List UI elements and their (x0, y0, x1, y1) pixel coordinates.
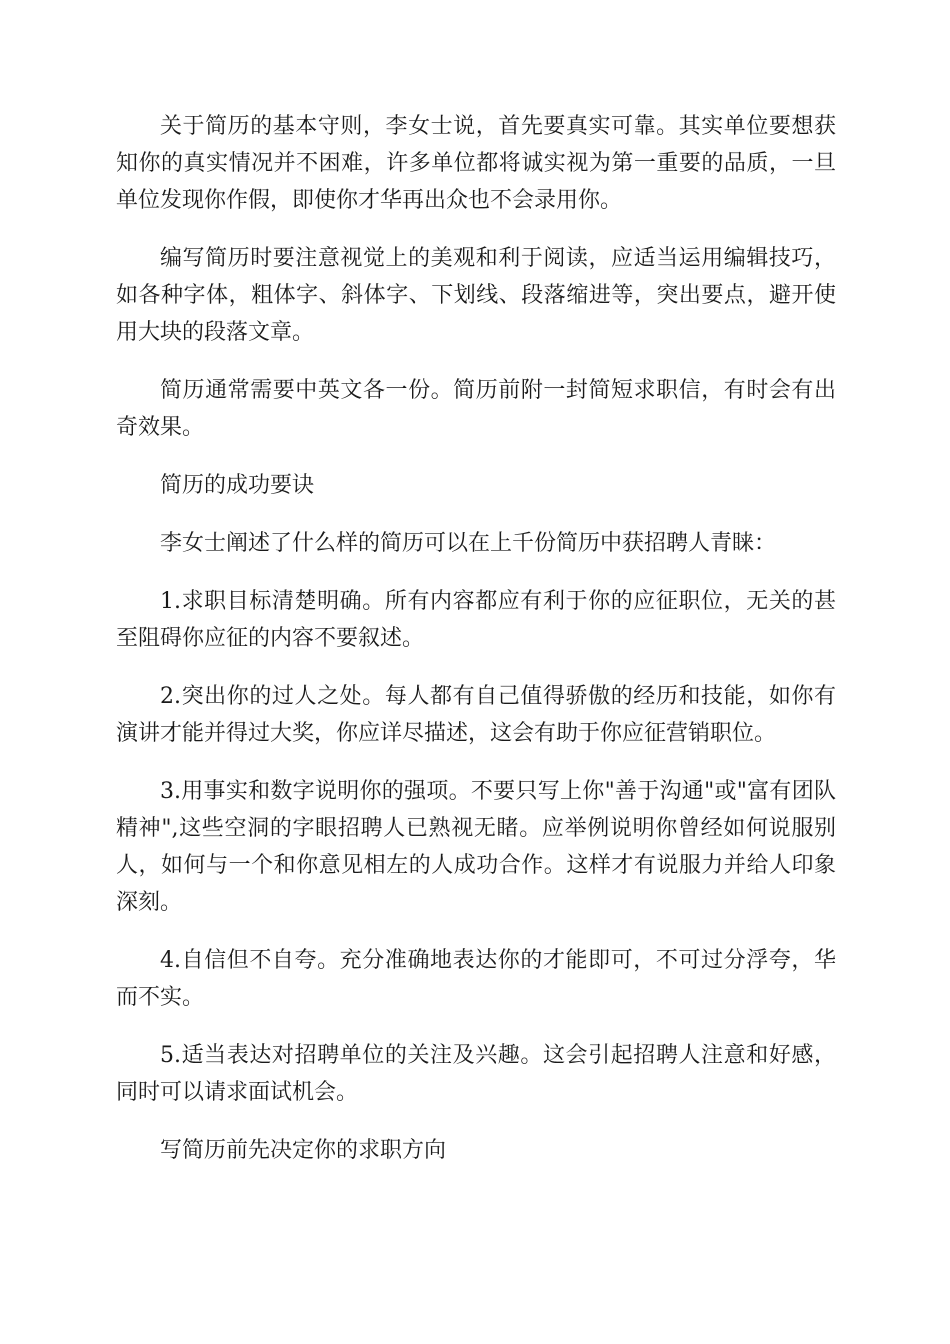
document-page (116, 108, 836, 1190)
section-heading-success-tips: 简历的成功要诀 (160, 473, 315, 498)
list-item-1: 1.求职目标清楚明确。所有内容都应有利于你的应征职位，无关的甚至阻碍你应征的内容不要叙述。 (116, 589, 836, 651)
list-item-3: 3.用事实和数字说明你的强项。不要只写上你"善于沟通"或"富有团队精神",这些空洞的字眼招聘人已熟视无睹。应举例说明你曾经如何说服别人，如何与一个和你意见相左的人成功合作。这样才有说服力并给人印象深刻。 (116, 779, 836, 915)
paragraph-intro-tips: 李女士阐述了什么样的简历可以在上千份简历中获招聘人青睐： (160, 531, 777, 556)
paragraph-visual-layout: 编写简历时要注意视觉上的美观和利于阅读，应适当运用编辑技巧，如各种字体，粗体字、斜体字、下划线、段落缩进等，突出要点，避开使用大块的段落文章。 (116, 246, 836, 345)
list-item-5: 5.适当表达对招聘单位的关注及兴趣。这会引起招聘人注意和好感，同时可以请求面试机会。 (116, 1043, 836, 1105)
list-item-4: 4.自信但不自夸。充分准确地表达你的才能即可，不可过分浮夸，华而不实。 (116, 948, 836, 1010)
list-item-2: 2.突出你的过人之处。每人都有自己值得骄傲的经历和技能，如你有演讲才能并得过大奖，你应详尽描述，这会有助于你应征营销职位。 (116, 684, 836, 746)
paragraph-bilingual: 简历通常需要中英文各一份。简历前附一封简短求职信，有时会有出奇效果。 (116, 378, 836, 440)
paragraph-basic-rules: 关于简历的基本守则，李女士说，首先要真实可靠。其实单位要想获知你的真实情况并不困难，许多单位都将诚实视为第一重要的品质，一旦单位发现你作假，即使你才华再出众也不会录用你。 (116, 114, 836, 213)
section-heading-job-direction: 写简历前先决定你的求职方向 (160, 1138, 447, 1163)
